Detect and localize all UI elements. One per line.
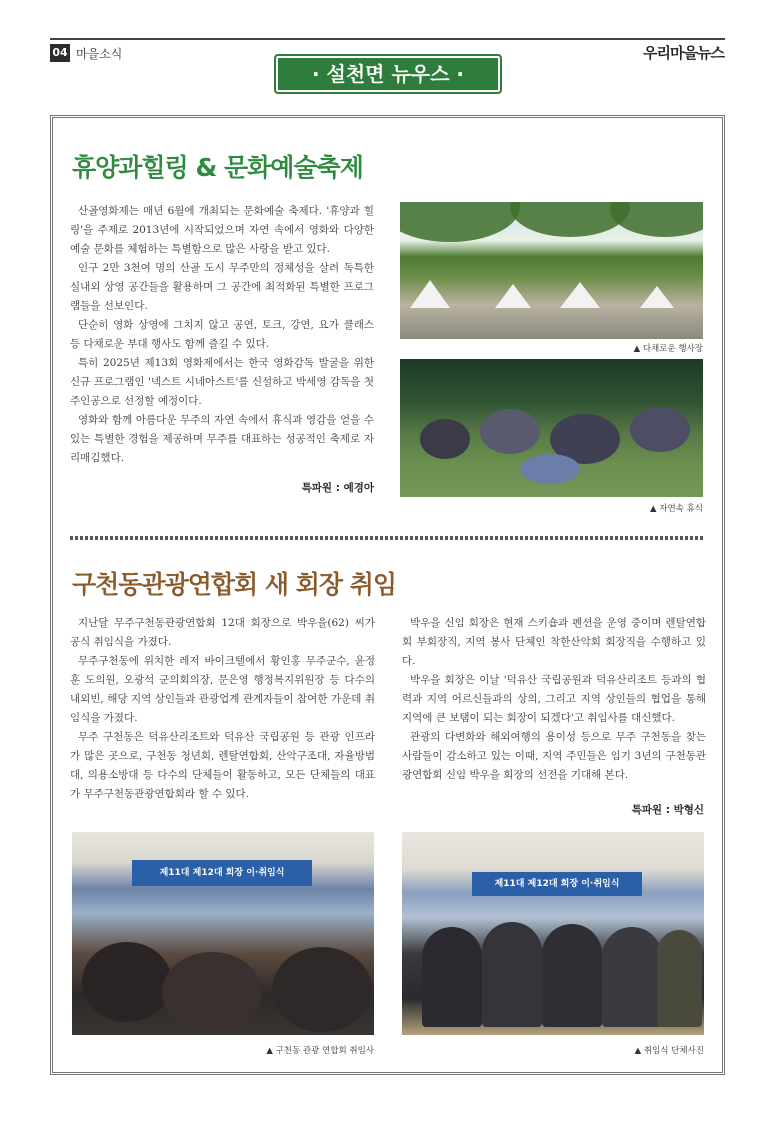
masthead-logo: 우리마을뉴스: [643, 44, 724, 62]
paragraph: 무주구천동에 위치한 레저 바이크텔에서 황인홍 무주군수, 윤정훈 도의원, 오광석 군의회의장, 문은영 행정복지위원장 등 다수의 내외빈, 해당 지역 상인들과 관광업계 관계자들이 참여한 가운데 취임식을 가졌다.: [70, 655, 375, 724]
article1-title: 휴양과힐링 & 문화예술축제: [72, 153, 363, 182]
article1-body: [70, 202, 374, 468]
article2-byline: 특파원 : 박형신: [631, 804, 704, 816]
paragraph: 영화와 함께 아름다운 무주의 자연 속에서 휴식과 영감을 얻을 수 있는 특별한 경험을 제공하며 무주를 대표하는 성공적인 축제로 자리매김했다.: [70, 414, 374, 464]
article1-byline: 특파원 : 예경아: [301, 482, 374, 494]
header-rule: [50, 38, 725, 40]
inauguration-speech-photo: [72, 832, 374, 1035]
festival-venue-photo: [400, 202, 703, 339]
photo-stage-banner: 제11대 제12대 회장 이·취임식: [472, 872, 642, 896]
photo-stage-banner: 제11대 제12대 회장 이·취임식: [132, 860, 312, 886]
article2-body-right: [402, 614, 706, 785]
paragraph: 무주 구천동은 덕유산리조트와 덕유산 국립공원 등 관광 인프라가 많은 곳으로, 구천동 청년회, 렌탈연합회, 산악구조대, 자율방범대, 의용소방대 등 다수의 단체들이 활동하고, 모든 단체들의 대표가 무주구천동관광연합회라 할 수 있다.: [70, 731, 375, 800]
paragraph: 단순히 영화 상영에 그치지 않고 공연, 토크, 강연, 요가 클래스 등 다채로운 부대 행사도 함께 즐길 수 있다.: [70, 319, 374, 350]
section-label: 마을소식: [76, 47, 123, 61]
paragraph: 박우을 신임 회장은 현재 스키숍과 펜션을 운영 중이며 렌탈연합회 부회장직, 지역 봉사 단체인 착한산악회 회장직을 수행하고 있다.: [402, 617, 706, 667]
paragraph: 특히 2025년 제13회 영화제에서는 한국 영화감독 발굴을 위한 신규 프로그램인 '넥스트 시네아스트'를 신설하고 박세영 감독을 첫 주인공으로 선정할 예정이다.: [70, 357, 374, 407]
photo-caption: ▲ 구천동 관광 연합회 취임사: [266, 1046, 374, 1056]
photo-caption: ▲ 다채로운 행사장: [633, 344, 703, 354]
article2-title: 구천동관광연합회 새 회장 취임: [72, 570, 397, 599]
section-banner: · 설천면 뉴우스 ·: [274, 54, 502, 94]
paragraph: 산골영화제는 매년 6월에 개최되는 문화예술 축제다. '휴양과 힐링'을 주제로 2013년에 시작되었으며 자연 속에서 영화와 다양한 예술 문화를 체험하는 특별함으로 많은 사랑을 받고 있다.: [70, 205, 374, 255]
page-number: 04: [50, 44, 70, 62]
paragraph: 관광의 다변화와 해외여행의 용이성 등으로 무주 구천동을 찾는 사람들이 감소하고 있는 이때, 지역 주민들은 임기 3년의 구천동관광연합회 신임 박우을 회장의 선전을 기대해 본다.: [402, 731, 706, 781]
picnic-rest-photo: [400, 359, 703, 497]
article2-body-left: [70, 614, 375, 804]
group-photo: [402, 832, 704, 1035]
paragraph: 박우을 회장은 이날 '덕유산 국립공원과 덕유산리조트 등과의 협력과 지역 어르신들과의 상의, 그리고 지역 상인들의 협업을 통해 지역에 큰 보탬이 되는 회장이 되겠다'고 취임사를 대신했다.: [402, 674, 706, 724]
section-divider: [70, 536, 705, 540]
photo-caption: ▲ 취임식 단체사진: [634, 1046, 704, 1056]
paragraph: 인구 2만 3천여 명의 산골 도시 무주만의 정체성을 살려 독특한 실내외 상영 공간들을 활용하며 그 공간에 최적화된 특별한 프로그램들을 선보인다.: [70, 262, 374, 312]
photo-caption: ▲ 자연속 휴식: [650, 504, 703, 514]
paragraph: 지난달 무주구천동관광연합회 12대 회장으로 박우을(62) 씨가 공식 취임식을 가졌다.: [70, 617, 375, 648]
